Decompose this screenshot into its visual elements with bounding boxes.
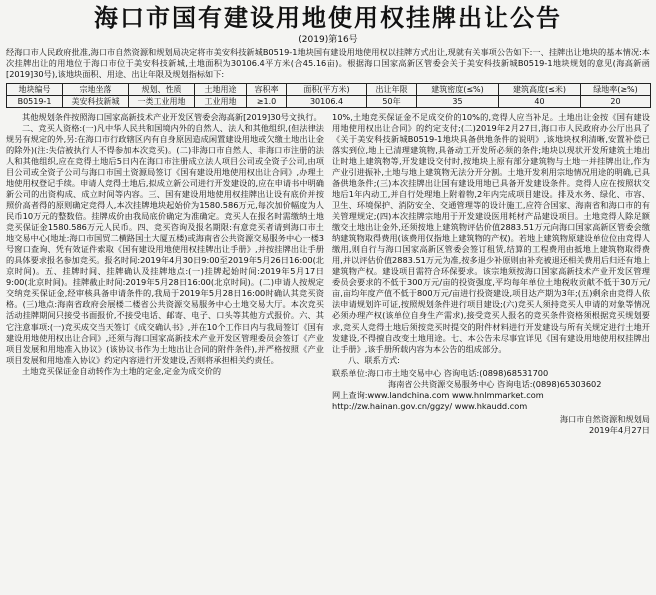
table-cell: 30106.4: [287, 95, 367, 107]
table-header-cell: 规划、性质: [129, 83, 195, 95]
body-paragraph: 二、竞买人资格:(一)凡中华人民共和国境内外的自然人、法人和其他组织,(但法律法规另有规定的外,另:在海口市行政辖区内有自身原因造成闲置建设用地或欠缴土地出让金的除外)(注:失信被执行人不得参加本次竞买)。(二)非海口市自然人、非海口市注册的法人和其他组织,应在竞得土地后5日内在海口市注册成立法人项目公司或全资子公司,由项目公司或全资子公司与海口市国土资源局签订《国有建设用地使用权出让合同》,办理土地使用权登记手续。申请人竞得土地后,拟成立新公司进行开发建设的,应在申请书中明确新公司的出资构成、成立时间等内容。三、国有建设用地使用权挂牌出让设有底价并按照价高者得的原则确定竞得人,本次挂牌地块起始价为1580.586万元,每次加价幅度为人民币10万元的整数倍。挂牌成价由我局底价确定为准确定。竞买人在报名时需缴纳土地竞买保证金1580.586万元人民币。四、竞买咨询及报名期限:有意竞买者请到海口市土地交易中心(地址:海口市国贸二横路国土大厦五楼)或海南省公共资源交易服务中心一楼3号窗口查询、凭有效证件索取《国有建设用地使用权挂牌出让手册》,并按挂牌出让手册的具体要求报名参加竞买。报名时间:2019年4月30日9:00至2019年5月26日16:00(北京时间)。五、挂牌时间、挂牌确认及挂牌地点:(一)挂牌起始时间:2019年5月17日9:00(北京时间)。挂牌截止时间:2019年5月28日16:00(北京时间)。(二)申请人按规定交纳竞买保证金,经审核具备申请条件的,我局于2019年5月28日16:00时确认其竞买资格。(三)地点:海南省政府会展楼二楼省公共资源交易服务中心土地交易大厅。本次竞买活动挂牌期间只接受书面报价,不接受电话、邮寄、电子、口头等其他方式报价。六、其它注意事项:(一)竞买成交当天签订《成交确认书》,并在10个工作日内与我局签订《国有建设用地使用权出让合同》,还须与海口国家高新技术产业开发区管理委员会签订《产业项目发展和用地准入协议》(该协议书作为土地出让合同的附件条件),并严格按照《产业项目发展和用地准入协议》约定内容进行开发建设,否则将承担相关约责任。: [6, 122, 324, 365]
table-cell: ≥1.0: [247, 95, 287, 107]
contact-heading: 八、联系方式:: [348, 354, 400, 365]
table-header-cell: 出让年限: [367, 83, 417, 95]
table-cell: 一类工业用地: [129, 95, 195, 107]
table-cell: 美安科技新城: [63, 95, 129, 107]
left-column: [6, 112, 324, 436]
body-paragraph: 10%,土地竞买保证金不足成交价的10%的,竞得人应当补足。土地出让金按《国有建设用地使用权出让合同》的约定支付;(二)2019年2月27日,海口市人民政府办公厅出具了《关于美安科技新城B0519-1地块具备供地条件的说明》,该地块权利清晰,安置补偿已落实到位,地上已清理建筑物,具备动工开发所必须的条件;地块以现状开发所建筑土地出让时地上建筑物等,开发建设交付时,按地块上原有部分建筑物与土地一并挂牌出让,作为产业引进振补,土地与地上建筑物无法分开分割。土地开发利用宗地情况用途的明确,已具备供地条件;(三)本次挂牌出让国有建设用地已具备开发建设条件。竞得人应在按照状交地后1年内动工,并自行处理地上附着物,2年内完成项目建设。排及水务、绿化、市容、卫生、环境保护、消防安全、交通管理等的设计施工,应符合国家、海南省和海口市的有关管理规定;(四)本次挂牌宗地用于开发建设医用耗材产品建设项目。土地竞得人除足额缴交土地出让金外,还须按地上建筑物评估价值2883.51万元向海口国家高新区管委会缴纳建筑物取得费用(该费用仅指地上建筑物的产权)。若地上建筑物原建设单位位由竞得人缴用,则自行与海口国家高新区管委会签订租赁,结算的工程费用由抵地上建筑物取得费用,并以评估价值2883.51万元为准,按多退少补原则由补充被退还相关费用后归还有地上建筑物产权。建设项目需符合环保要求。该宗地须按海口国家高新技术产业开发区管理委员会要求的不低于300万元/亩的投资强度,平均每年单位土地税收贡献不低于30万元/亩,亩均年度产值不低于800万元/亩进行投资建设,项目达产期为3年;(五)剩余由竞得人依法申请规划许可证,按照规划条件进行项目建设;(六)竞买人须持竞买人申请的对象等情况必须办理产权(该单位自身生产需求),接受竞买人报名的竞买条件资格须根据竞买规划要求,竞买人竞得土地后须按竞买时提交的附件材料进行开发建设与所有关规定进行土地开发建设,不得擅自改变土地用途。七、本公告未尽事宜详见《国有建设用地使用权挂牌出让手册》,该手册所载内容为本公告的组成部分。: [332, 111, 650, 354]
table-header-cell: 土地用途: [195, 83, 247, 95]
contact-line: 海南省公共资源交易服务中心 咨询电话:(0898)65303602: [388, 378, 602, 389]
issue-date: 2019年4月27日: [588, 424, 650, 435]
body-columns: [6, 112, 650, 436]
table-cell: 20: [581, 95, 651, 107]
website-link[interactable]: http://zw.hainan.gov.cn/ggzy/ www.hkaudd.com: [332, 400, 528, 411]
table-cell: B0519-1: [7, 95, 63, 107]
table-header-cell: 绿地率(≥%): [581, 83, 651, 95]
table-header-cell: 地块编号: [7, 83, 63, 95]
table-header-cell: 面积(平方米): [287, 83, 367, 95]
contact-block: [332, 368, 650, 412]
table-cell: 40: [499, 95, 581, 107]
signature-block: [332, 414, 650, 436]
table-header-cell: 宗地坐落: [63, 83, 129, 95]
right-column: [332, 112, 650, 436]
table-cell: 35: [417, 95, 499, 107]
table-header-cell: 建筑密度(≤%): [417, 83, 499, 95]
table-cell: 工业用地: [195, 95, 247, 107]
contact-line: 联系单位:海口市土地交易中心 咨询电话:(0898)68531700: [332, 367, 549, 378]
website-link[interactable]: 网上查询:www.landchina.com www.hnlmmarket.com: [332, 389, 544, 400]
body-paragraph: 土地竞买保证金自动转作为土地的定金,定金为成交价的: [22, 365, 222, 376]
table-header-row: [7, 83, 651, 95]
intro-paragraph: 经海口市人民政府批准,海口市自然资源和规划局决定将市美安科技新城B0519-1地块国有建设用地使用权以挂牌方式出让,现就有关事项公告如下:一、挂牌出让地块的基本情况:本次挂牌出让的用地位于海口市位于美安科技新城,土地面积为30106.4平方米(合45.16亩)。根据海口国家高新区管委会关于美安科技新城B0519-1地块规划的意见(海高新函[2019]30号),该地块面积、用途、出让年限及规划指标如下:: [6, 47, 650, 80]
table-header-cell: 容积率: [247, 83, 287, 95]
table-row: [7, 95, 651, 107]
table-cell: 50年: [367, 95, 417, 107]
notice-number: (2019)第16号: [298, 35, 358, 45]
notice-title: 海口市国有建设用地使用权挂牌出让公告: [94, 3, 562, 32]
land-info-table: [6, 83, 651, 108]
body-paragraph: 其他规划条件按照海口国家高新技术产业开发区管委会海高新[2019]30号文执行。: [22, 111, 322, 122]
table-header-cell: 建筑高度(≤米): [499, 83, 581, 95]
issuing-organization: 海口市自然资源和规划局: [559, 413, 650, 424]
